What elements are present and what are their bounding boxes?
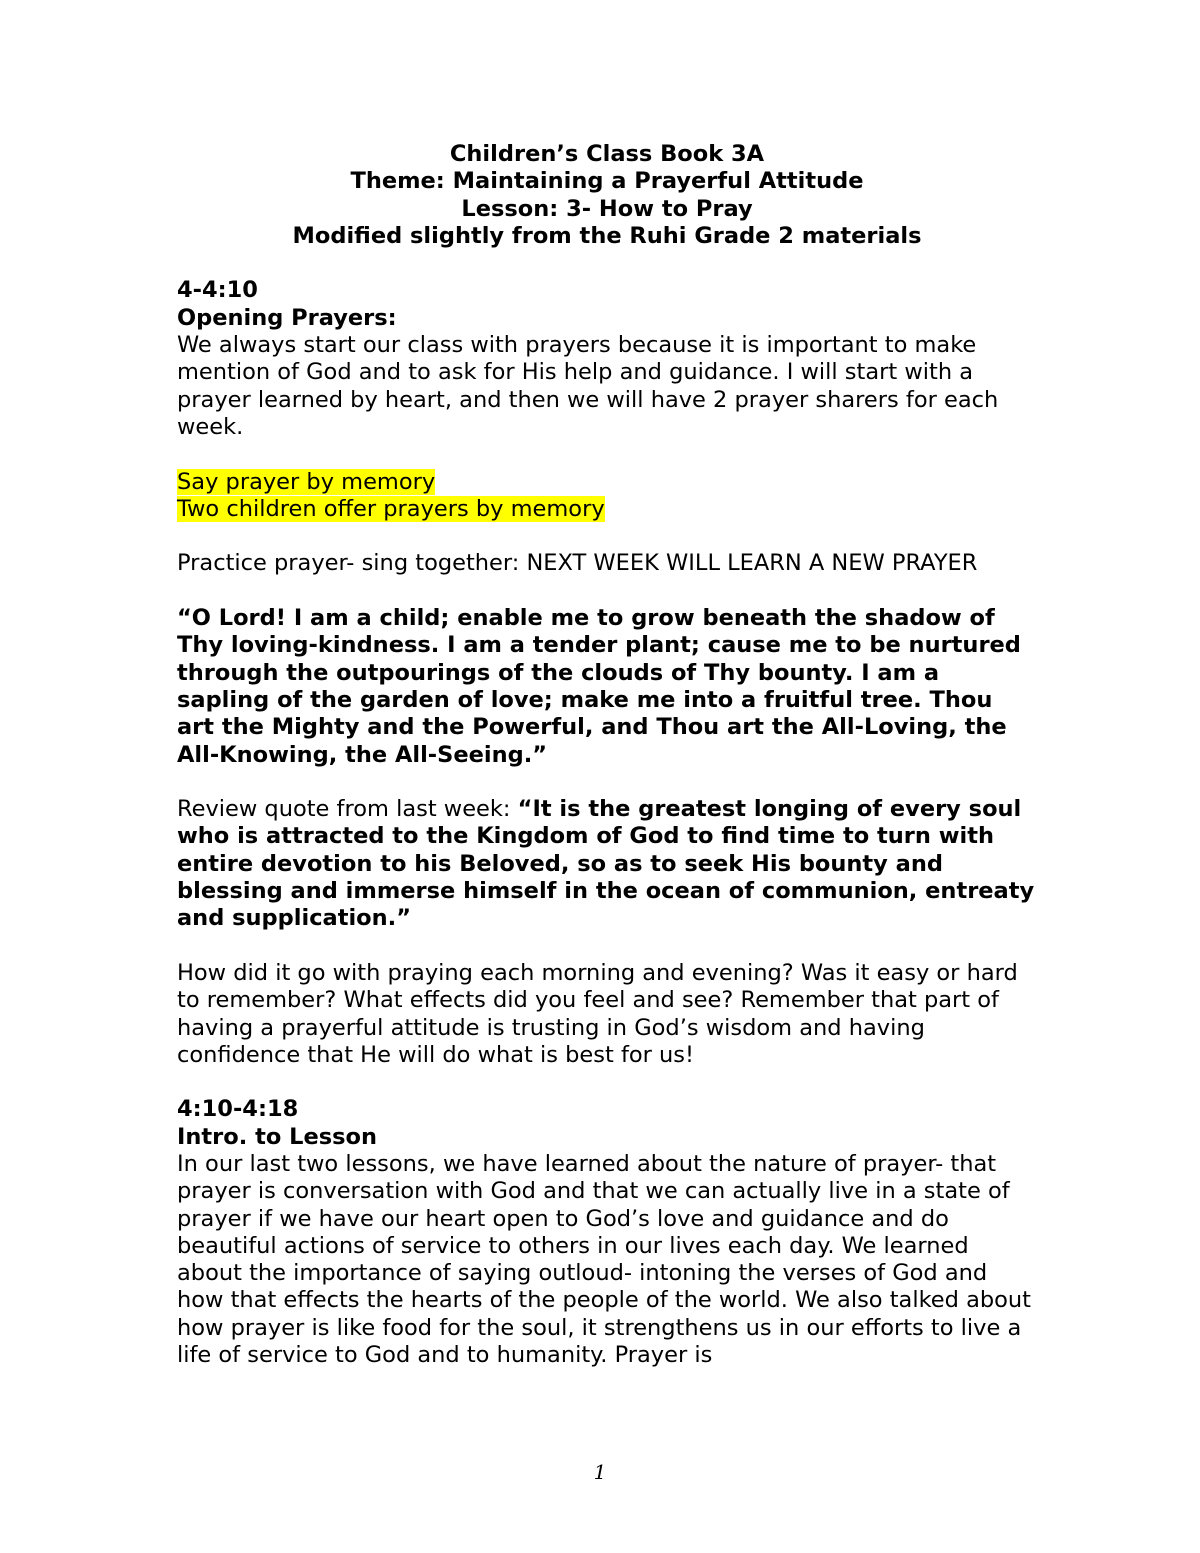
- section-heading: Opening Prayers:: [177, 304, 397, 331]
- page-number: 1: [593, 1460, 607, 1484]
- reflection-questions: How did it go with praying each morning and evening? Was it easy or hard to remember? What effects did you feel and see? Remember that part of having a prayerful attitude is trusting in God’s wisdom and having confidence that He will do what is best for us!: [177, 959, 1018, 1068]
- highlighted-instruction: Say prayer by memory: [177, 468, 436, 495]
- review-quote-paragraph: [177, 796, 1037, 932]
- header-lesson: Lesson: 3- How to Pray: [461, 195, 753, 222]
- opening-prayers-section: [177, 277, 1037, 441]
- review-intro: Review quote from last week:: [177, 796, 518, 823]
- prayer-text: “O Lord! I am a child; enable me to grow beneath the shadow of Thy loving-kindness. I am a tender plant; cause me to be nurtured through the outpourings of the clouds of Thy bounty. I am a sapling of the garden of love; make me into a fruitful tree. Thou art the Mighty and the Powerful, and Thou art the All-Loving, the All-Knowing, the All-Seeing.”: [177, 605, 1021, 768]
- header-title: Children’s Class Book 3A: [449, 141, 765, 167]
- header-theme: Theme: Maintaining a Prayerful Attitude: [350, 168, 864, 195]
- page-content: [177, 141, 1037, 1397]
- section-time: 4:10-4:18: [177, 1096, 299, 1123]
- section-heading: Intro. to Lesson: [177, 1123, 377, 1150]
- section-body: We always start our class with prayers because it is important to make mention of God and to ask for His help and guidance. I will start with a prayer learned by heart, and then we will have 2 prayer sharers for each week.: [177, 332, 999, 440]
- section-body: In our last two lessons, we have learned about the nature of prayer- that prayer is conversation with God and that we can actually live in a state of prayer if we have our heart open to God’s love and guidance and do beautiful actions of service to others in our lives each day. We learned about the importance of saying outloud- intoning the verses of God and how that effects the hearts of the people of the world. We also talked about how prayer is like food for the soul, it strengthens us in our efforts to live a life of service to God and to humanity. Prayer is: [177, 1150, 1031, 1369]
- document-header: [177, 141, 1037, 250]
- review-quote: “It is the greatest longing of every soul who is attracted to the Kingdom of God to find time to turn with entire devotion to his Beloved, so as to seek His bounty and blessing and immerse himself in the ocean of communion, entreaty and supplication.”: [177, 796, 1035, 932]
- header-note: Modified slightly from the Ruhi Grade 2 materials: [292, 222, 922, 249]
- highlighted-instructions: [177, 469, 1037, 524]
- practice-prayer-note: Practice prayer- sing together: NEXT WEEK WILL LEARN A NEW PRAYER: [177, 550, 978, 577]
- highlighted-instruction: Two children offer prayers by memory: [177, 495, 605, 522]
- section-time: 4-4:10: [177, 277, 258, 304]
- intro-section: [177, 1096, 1037, 1369]
